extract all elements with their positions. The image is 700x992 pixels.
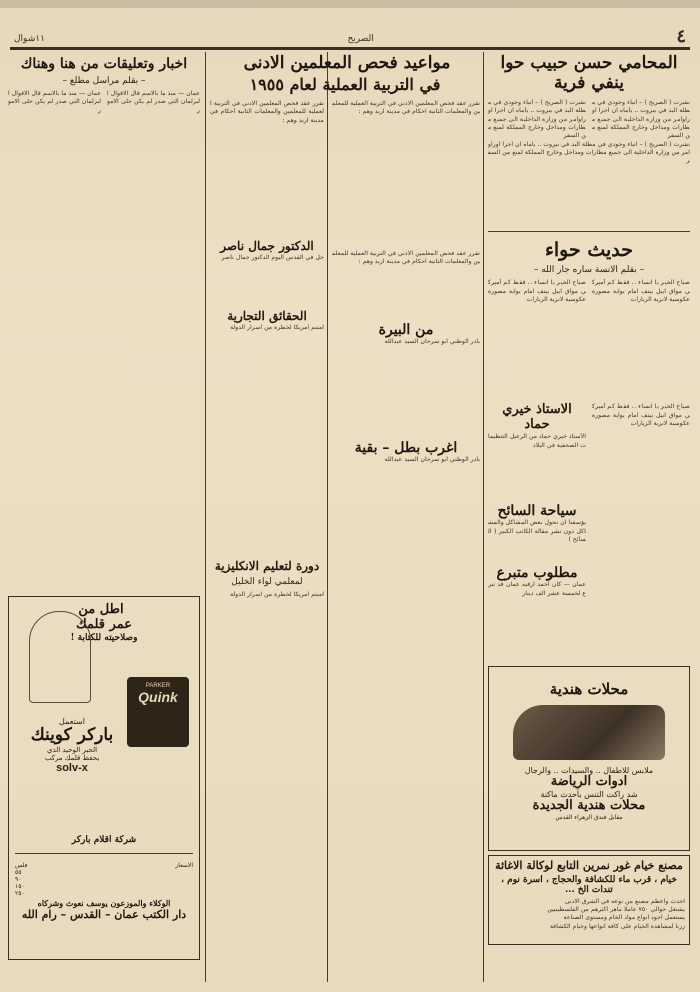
article-body: صباح الخير يا انساء .. فقط كم أميركي مواق ابيل بيتف امام بواية مصورة عكوسية لانزية الزيارات — [592, 403, 690, 428]
article-body: بادر الوطني ابو سرحان السيد عبدالله — [384, 338, 480, 346]
article-continued: نشرت ( الصريح ) – انباء وجودي في مطلة البد في بيروت .. ياماه ان اجرا اوراوامر من وزارة الداخلية الى جميع مطارات ومداخل وخارج المملكة لمنع من السفر — [488, 140, 690, 165]
headline-exams-2: في التربية العملية لعام ١٩٥٥ — [249, 74, 441, 94]
article-body: آمنتم امريكا لخطرة من اسرار الدولة — [230, 323, 324, 331]
ad-handiya — [488, 666, 690, 851]
column-divider — [483, 52, 484, 982]
price: ٥٥ — [15, 869, 22, 877]
issue-date: ١١شوال — [14, 34, 45, 44]
prices-header: الاسعار — [175, 862, 193, 870]
ad-bullet: احدث واعظم مصنع من نوعه في الشرق الادنى — [564, 897, 685, 905]
article-body: الأستاذ خيري حماد من الرعيل التنظيمات الصحفية في البلاد — [488, 433, 586, 449]
price: ١٥٠ — [15, 883, 25, 891]
column-center — [210, 100, 324, 821]
ad-line: ادوات الرياضة — [550, 773, 628, 789]
ad-line: مقابل فندق الزهراء القدس — [555, 813, 623, 821]
ad-bullet: يستعمل اجود انواع مواد الخام ومستوى الصناعة — [563, 914, 685, 922]
price: ٩٠ — [15, 876, 22, 884]
byline: لمعلمي لواء الخليل — [231, 577, 303, 588]
headline-jamal-nasser: الدكتور جمال ناصر — [220, 239, 314, 253]
article-body: بادر الوطني ابو سرحان السيد عبدالله — [384, 456, 480, 464]
ad-bullet: زرنا لمشاهدة الخيام على كافة انواعها وخيام الكشافة — [549, 922, 685, 930]
ad-title: محلات هندية — [549, 680, 629, 699]
article-body: تقرر عقد فحص المعلمين الادني في التربية العملية للمعلمين والمعلمات الثانية احكام في مدينة اربد وهم : — [210, 100, 324, 124]
ad-line: شد راكت التنس بأحدث ماكنة — [540, 789, 638, 799]
headline-lawyer: المحامي حسن حبيب حوا ينفي فرية — [500, 53, 678, 93]
ad-tagline: وصلاحيته للكتابة ! — [70, 632, 138, 643]
ad-tagline: اطل من — [78, 602, 124, 618]
article-body: تقرر عقد فحص المعلمين الادني في التربية العملية للمعلمين والمعلمات الثانية احكام في مدينة اربد وهم : — [332, 100, 480, 116]
newspaper-name: الصريح — [347, 34, 374, 44]
ad-line: محلات هندية الجديدة — [532, 797, 646, 813]
headline-exams: مواعيد فحص المعلمين الادنى — [243, 53, 451, 73]
ad-text: الحبر الوحيد الذي — [46, 745, 98, 754]
man-illustration — [29, 611, 91, 703]
ad-title: مصنع خيام غور نمرين التابع لوكالة الاغاثة — [495, 859, 683, 873]
headline-hadith-hawa: حديث حواء — [544, 238, 634, 261]
ad-bullet: يشتغل حوالي ٧٥٠ عاملا ماهر اكثرهم من الفلسطينيين — [547, 906, 685, 914]
ad-line: ملابس للاطفال .. والسيدات .. والرجال — [524, 765, 654, 775]
headline-donor-wanted: مطلوب متبرع — [496, 565, 578, 582]
ad-tents — [488, 855, 690, 945]
prices-unit: فلس — [15, 862, 28, 870]
masthead-rule — [10, 47, 690, 50]
column-divider — [205, 52, 206, 982]
column-divider — [327, 52, 328, 982]
machine-illustration — [513, 705, 665, 760]
masthead — [14, 26, 686, 47]
article-body: صباح الخير يا انساء .. فقط كم أميركي مواق ابيل بيتف امام بواية مصورة عكوسية لانزية الزيارات — [592, 279, 690, 304]
article-body: يؤسفنا ان نحول بعض المشاكل والمشاكل دون نشر مقالة الكاتب الكبير ( السائح ) — [488, 519, 586, 543]
byline: – بقلم الانسة ساره جار الله – — [533, 265, 645, 276]
article-body: نشرت ( الصريح ) – انباء وجودي في مطلة البد في بيروت .. ياماه ان اجرا اوراوامر من وزارة الداخلية الى جميع مطارات ومداخل وخارج المملكة لمنع من السفر — [488, 99, 586, 140]
article-body: عمان — كان احمد ارقيه عمان قد تبرع لخمسة عشر الف دينار — [488, 581, 586, 597]
column-left — [8, 52, 200, 960]
solvx-logo: solv-x — [56, 761, 88, 774]
headline-khairy-hammad: الاستاذ خيري حماد — [502, 402, 572, 433]
ad-company: شركة اقلام باركر — [71, 835, 137, 846]
ad-text: يحفظ قلمك مركب — [44, 753, 100, 762]
ad-distributors: الوكلاء والموزعون يوسف نعوث وشركاه — [37, 898, 171, 909]
price: ٢٥٠ — [15, 890, 25, 898]
ad-tagline: عمر قلمك — [76, 617, 132, 633]
article-body: عمان — منذ ما بالاسم قال الاقوال البرلمان التي صدر لم يكن حلى الامور — [107, 90, 200, 114]
article-body: عمان — منذ ما بالاسم قال الاقوال البرلمان التي صدر لم يكن حلى الامور — [8, 90, 101, 114]
column-exams — [210, 52, 480, 94]
headline-al-bireh: من البيرة — [378, 322, 434, 338]
column-right — [488, 52, 690, 945]
ad-brand: باركر كوينك — [30, 725, 114, 746]
byline: – بقلم مراسل مطلع – — [62, 76, 146, 87]
ad-text: استعمل — [59, 717, 85, 727]
ad-locations: دار الكتب عمان – القدس – رام الله — [21, 907, 187, 921]
headline-english-course: دورة لتعليم الانكليزية — [214, 558, 320, 573]
quink-bottle: PARKER Quink — [127, 677, 189, 747]
headline-trade-facts: الحقائق التجارية — [227, 308, 307, 323]
article-body: صباح الخير يا انساء .. فقط كم أميركي مواق ابيل بيتف امام بواية مصورة عكوسية لانزية الزيارات — [488, 279, 586, 304]
ad-parker-quink — [8, 596, 200, 960]
headline-strangest-hero: اغرب بطل – بقية — [354, 440, 458, 457]
exams-right-sub — [332, 100, 480, 846]
article-body: تقرر عقد فحص المعلمين الادني في التربية العملية للمعلمين والمعلمات الثانية احكام في مدينة اربد وهم : — [332, 250, 480, 266]
headline-news-comments: اخبار وتعليقات من هنا وهناك — [20, 56, 188, 72]
page-number: ٤ — [676, 26, 686, 47]
article-body: آمنتم امريكا لخطرة من اسرار الدولة — [230, 591, 324, 599]
ad-subtitle: خيام ، قرب ماء للكشافة والحجاج ، اسرة نوم ، تندات الخ ... — [501, 875, 677, 896]
headline-siyaha: سياحة السائح — [497, 503, 577, 520]
scan-border — [0, 0, 700, 8]
article-body: نشرت ( الصريح ) – انباء وجودي في مطلة البد في بيروت .. ياماه ان اجرا اوراوامر من وزارة الداخلية الى جميع مطارات ومداخل وخارج المملكة لمنع من السفر — [592, 99, 690, 140]
article-body: حل في القدس اليوم الدكتور جمال ناصر — [221, 253, 324, 261]
